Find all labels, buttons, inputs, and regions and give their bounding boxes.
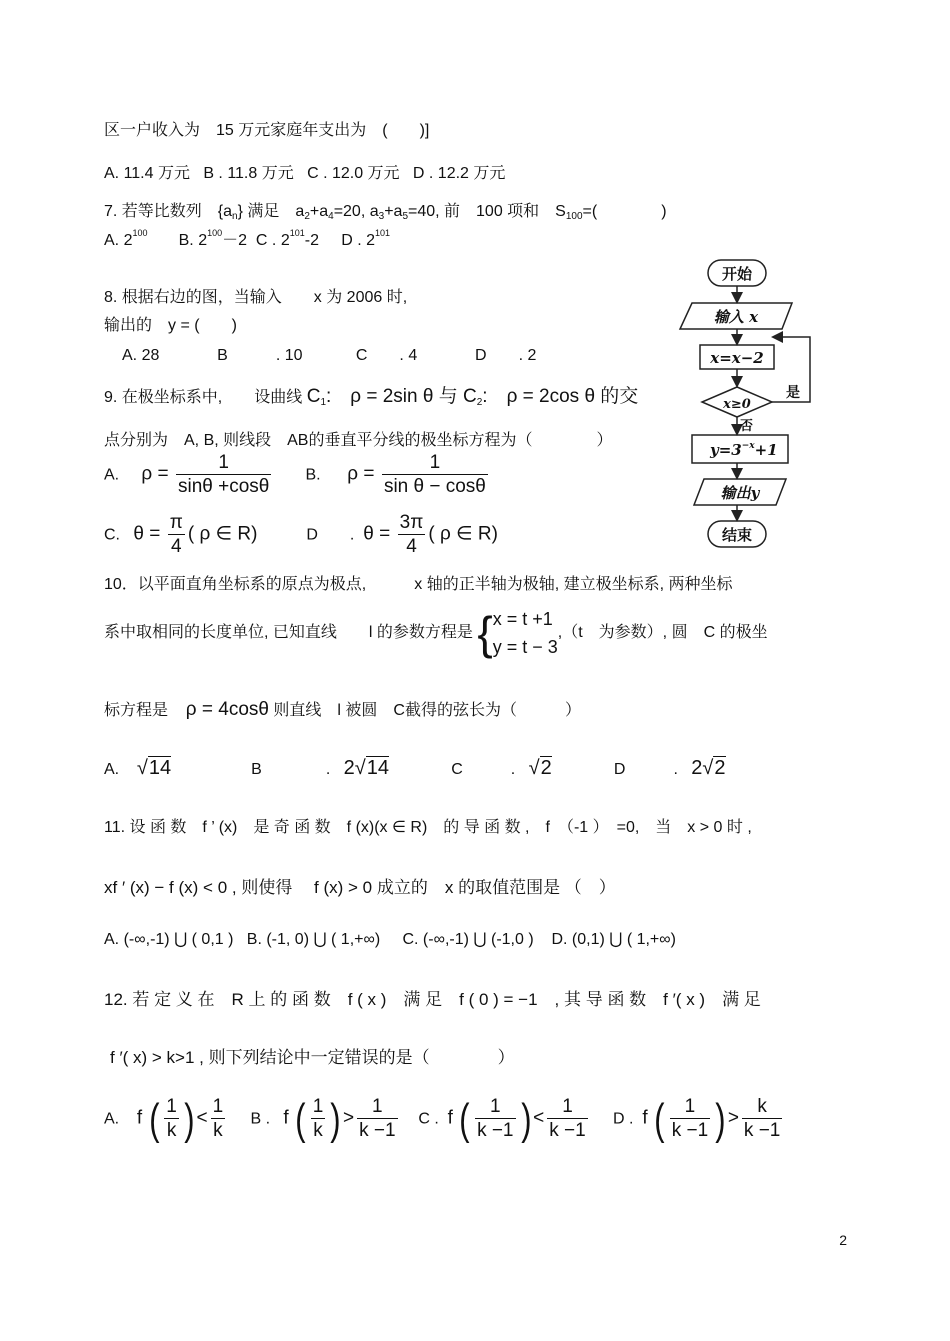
q11-options: [104, 929, 676, 949]
q9-option-a-fraction: $\frac{1}{\sin\theta +\cos\theta}$: [178, 452, 270, 497]
flowchart-input-label: 输入 x: [713, 308, 759, 326]
q9-option-b: B.: [305, 466, 321, 484]
q9-option-c: C.: [104, 526, 120, 544]
q6-option-b: B . 11.8 万元: [203, 165, 294, 182]
q11-option-c: C. (-∞,-1) ⋃ (-1,0 ): [402, 931, 534, 948]
flowchart-calc-label: $y=3^{-x}+1$: [710, 441, 778, 459]
q11-line2: xf ′ (x) − f (x) < 0 , 则使得 f (x) > 0 成立的 x 的取值范围是 （ ）: [104, 878, 616, 897]
q11-line1: 11. 设 函 数 f ’ (x) 是 奇 函 数 f (x)(x ∈ R) 的 导 函 数 , f （-1 ） =0, 当 x > 0 时 ,: [104, 819, 752, 836]
q6-option-a: A. 11.4 万元: [104, 165, 190, 182]
q6-option-d: D . 12.2 万元: [412, 165, 506, 182]
q10-options: A. √14 B . 2√14 C . √2 D . 2√2: [104, 757, 726, 779]
q10-option-a: A.: [104, 761, 120, 778]
q8-option-d: D . 2: [475, 347, 537, 364]
q12-option-a: A.: [104, 1110, 120, 1128]
q9-option-b-fraction: $\frac{1}{\text{sin θ − cosθ}}$: [383, 452, 486, 497]
q10-option-d: D .: [613, 761, 678, 778]
q9-line1: 9. 在极坐标系中, 设曲线 C1: ρ = 2sin θ 与 C2: ρ = 2cos θ 的交: [104, 386, 639, 408]
q7-stem: 7. 若等比数列 {an} 满足 a2+a4=20, a3+a5=40, 前 100 项和 S100=( ): [104, 203, 667, 222]
q8-option-c: C . 4: [355, 347, 418, 364]
flowchart-cond-label: x≥0: [723, 397, 751, 412]
q10-param-system: x = t +1 y = t − 3: [492, 609, 558, 657]
q9-option-a: A.: [104, 466, 120, 484]
flowchart-no-label: 否: [740, 419, 754, 434]
page-number: 2: [839, 1232, 847, 1248]
q9-option-d: D .: [306, 526, 355, 544]
q10-option-c: C .: [451, 761, 516, 778]
q10-system-brace: {: [477, 607, 493, 659]
q9-options-ab: A. ρ = $\frac{1}{\sin\theta +\cos\theta}$ B. ρ = $\frac{1}{\text{sin θ − cosθ}}$: [104, 452, 486, 497]
flowchart-start-label: 开始: [721, 265, 753, 283]
flowchart-assign-label: x=x−2: [710, 349, 764, 367]
flowchart-end-label: 结束: [721, 526, 753, 544]
q12-option-b: B .: [250, 1110, 271, 1128]
q11-option-a: A. (-∞,-1) ⋃ ( 0,1 ): [104, 931, 234, 948]
q7-option-c: C . 2: [255, 232, 290, 249]
flowchart: [672, 255, 822, 555]
q11-option-d: D. (0,1) ⋃ ( 1,+∞): [551, 931, 677, 948]
q12-line1: 12. 若 定 义 在 R 上 的 函 数 f ( x ) 满 足 f ( 0 ) = −1 , 其 导 函 数 f ′( x ) 满 足: [104, 990, 761, 1009]
q6-options: [104, 160, 505, 183]
q9-line2: 点分别为 A, B, 则线段 AB的垂直平分线的极坐标方程为（ ）: [104, 432, 613, 449]
q8-line2: 输出的 y = ( ): [104, 317, 237, 334]
q12-option-c: C .: [418, 1110, 439, 1128]
q6-tail-text: 区一户收入为 15 万元家庭年支出为 ( )]: [104, 122, 430, 139]
q7-option-b: B. 2: [178, 232, 208, 249]
q10-line3: 标方程是 ρ = 4cosθ 则直线 l 被圆 C截得的弦长为（ ）: [104, 699, 581, 720]
flowchart-yes-label: 是: [786, 385, 800, 401]
q12-option-d: D .: [612, 1110, 634, 1128]
q6-option-c: C . 12.0 万元: [307, 165, 400, 182]
q12-line2: f ′( x) > k>1 , 则下列结论中一定错误的是（ ）: [110, 1048, 515, 1067]
q10-line2: 系中取相同的长度单位, 已知直线 l 的参数方程是 { x = t +1 y = t − 3 ,（t 为参数）, 圆 C 的极坐: [104, 607, 768, 659]
q8-option-a: A. 28: [122, 347, 160, 364]
q12-options: A. f ( $\frac{1}{k}$ ) < $\frac{1}{k}$ B . f ( $\frac{1}{k}$ ) > $\frac{1}{k -1}$ C . f ( $\frac{1}{k -1}$ ) < $\frac{1}{k -1}$ D . f ( $\frac{1}{k -1}$ ) > $\frac{k}{k -1}$: [104, 1094, 781, 1144]
q8-line1: 8. 根据右边的图，当输入 x 为 2006 时,: [104, 289, 408, 306]
q10-line1: 10．以平面直角坐标系的原点为极点, x 轴的正半轴为极轴, 建立极坐标系, 两种坐标: [104, 576, 733, 593]
q10-option-b: B .: [251, 761, 331, 778]
q7-option-a: A. 2: [104, 232, 133, 249]
q7-options: A. $2^{100}$ B. $2^{100}-2$ C . $2^{101}-2$ D . $2^{101}$: [104, 228, 391, 249]
q8-options: [122, 342, 536, 365]
q11-option-b: B. (-1, 0) ⋃ ( 1,+∞): [246, 931, 381, 948]
q9-options-cd: C. θ = $\frac{\pi}{4}$ ( ρ ∈ R) D . θ = $\frac{3\pi}{4}$ ( ρ ∈ R): [104, 512, 498, 557]
q7-option-d: D . 2: [341, 232, 376, 249]
flowchart-output-label: 输出y: [720, 484, 760, 502]
q8-option-b: B . 10: [217, 347, 303, 364]
